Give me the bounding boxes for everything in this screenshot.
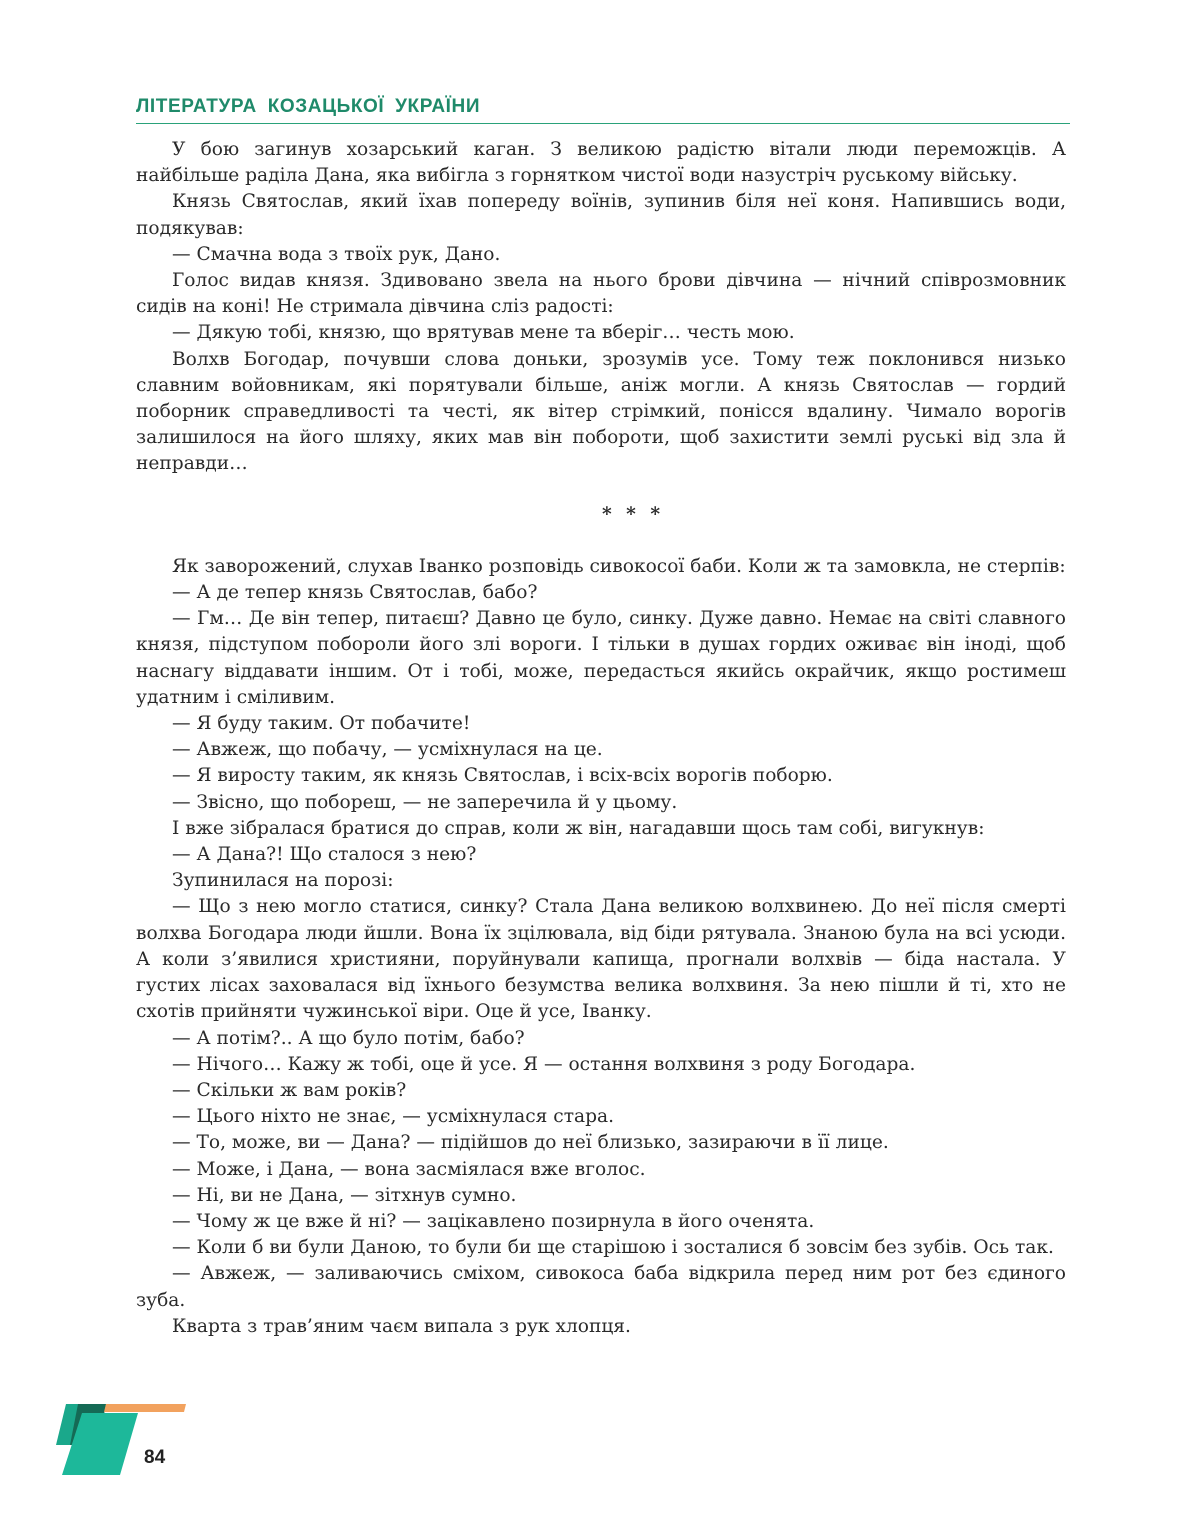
part2-paragraph: — Авжеж, що побачу, — усміхнулася на це. [172,739,603,761]
part2-paragraph: — Нічого… Кажу ж тобі, оце й усе. Я — остання волхвиня з роду Богодара. [172,1053,916,1075]
part1-paragraph: — Смачна вода з твоїх рук, Дано. [172,243,501,265]
running-title: ЛІТЕРАТУРА КОЗАЦЬКОЇ УКРАЇНИ [136,96,481,117]
part1-paragraph: Волхв Богодар, почувши слова доньки, зрозумів усе. Тому теж поклонився низько славним войовникам, які порятували більше, аніж могли. А князь Святослав — гордий поборник справедливості та честі, як вітер стрімкий, понісся вдалину. Чимало ворогів залишилося на його шляху, яких мав він побороти, щоб захистити землі руські від зла й неправди… [136,348,1066,475]
part1-paragraph: У бою загинув хозарський каган. З великою радістю вітали люди переможців. А найбільше раділа Дана, яка вибігла з горнятком чистої води назустріч руському війську. [136,139,1066,187]
part2-paragraph: — Чому ж це вже й ні? — зацікавлено позирнула в його оченята. [172,1210,815,1232]
part2-paragraph: — Ні, ви не Дана, — зітхнув сумно. [172,1184,517,1206]
part2-paragraph: — Звісно, що побореш, — не заперечила й у цьому. [172,791,678,813]
part2-paragraph: — Я буду таким. От побачите! [172,713,471,735]
part2-paragraph: Зупинилася на порозі: [172,870,394,892]
part2-paragraph: — Гм… Де він тепер, питаєш? Давно це було, синку. Дуже давно. Немає на світі славного князя, підступом побороли його злі вороги. І тільки в душах гордих оживає він іноді, щоб наснагу віддавати іншим. От і тобі, може, передасться якийсь окрайчик, якщо ростимеш удатним і сміливим. [136,608,1066,708]
part2-paragraph: — А Дана?! Що сталося з нею? [172,844,477,866]
part1-paragraph: — Дякую тобі, князю, що врятував мене та вберіг… честь мою. [172,322,795,344]
part2-paragraph: Кварта з трав’яним чаєм випала з рук хлопця. [172,1315,631,1337]
part2-paragraph: — Може, і Дана, — вона засміялася вже вголос. [172,1158,646,1180]
part2-paragraph: — То, може, ви — Дана? — підійшов до неї близько, зазираючи в її лице. [172,1132,889,1154]
page-number: 84 [144,1447,166,1468]
part2-paragraph: — Я виросту таким, як князь Святослав, і всіх-всіх ворогів поборю. [172,765,833,787]
part2-paragraph: Як заворожений, слухав Іванко розповідь сивокосої баби. Коли ж та замовкла, не стерпів: [172,555,1066,577]
part2-paragraph: — Коли б ви були Даною, то були би ще старішою і зосталися б зовсім без зубів. Ось так. [172,1237,1054,1259]
part2-paragraph: — Цього ніхто не знає, — усміхнулася стара. [172,1106,614,1128]
part2-paragraph: — Що з нею могло статися, синку? Стала Дана великою волхвинею. До неї після смерті волхва Богодара люди йшли. Вона їх зцілювала, від біди рятувала. Знаною була на всі усюди. А коли з’явилися християни, поруйнували капища, прогнали волхвів — біда настала. У густих лісах заховалася від їхнього безумства велика волхвиня. За нею пішли й ті, хто не схотів прийняти чужинської віри. Оце й усе, Іванку. [136,896,1066,1023]
part1-paragraph: Князь Святослав, який їхав попереду воїнів, зупинив біля неї коня. Напившись води, подякував: [136,191,1066,239]
part2-paragraph: — А де тепер князь Святослав, бабо? [172,582,538,604]
part1-paragraph: Голос видав князя. Здивовано звела на нього брови дівчина — нічний співрозмовник сидів на коні! Не стримала дівчина сліз радості: [136,270,1066,318]
part2-paragraph: — Авжеж, — заливаючись сміхом, сивокоса баба відкрила перед ним рот без єдиного зуба. [136,1263,1066,1311]
decor-orange-bar [104,1404,186,1412]
part2-paragraph: — Скільки ж вам років? [172,1079,407,1101]
section-separator: * * * [601,503,665,525]
part2-paragraph: — А потім?.. А що було потім, бабо? [172,1027,525,1049]
part2-paragraph: І вже зібралася братися до справ, коли ж він, нагадавши щось там собі, вигукнув: [172,817,985,839]
